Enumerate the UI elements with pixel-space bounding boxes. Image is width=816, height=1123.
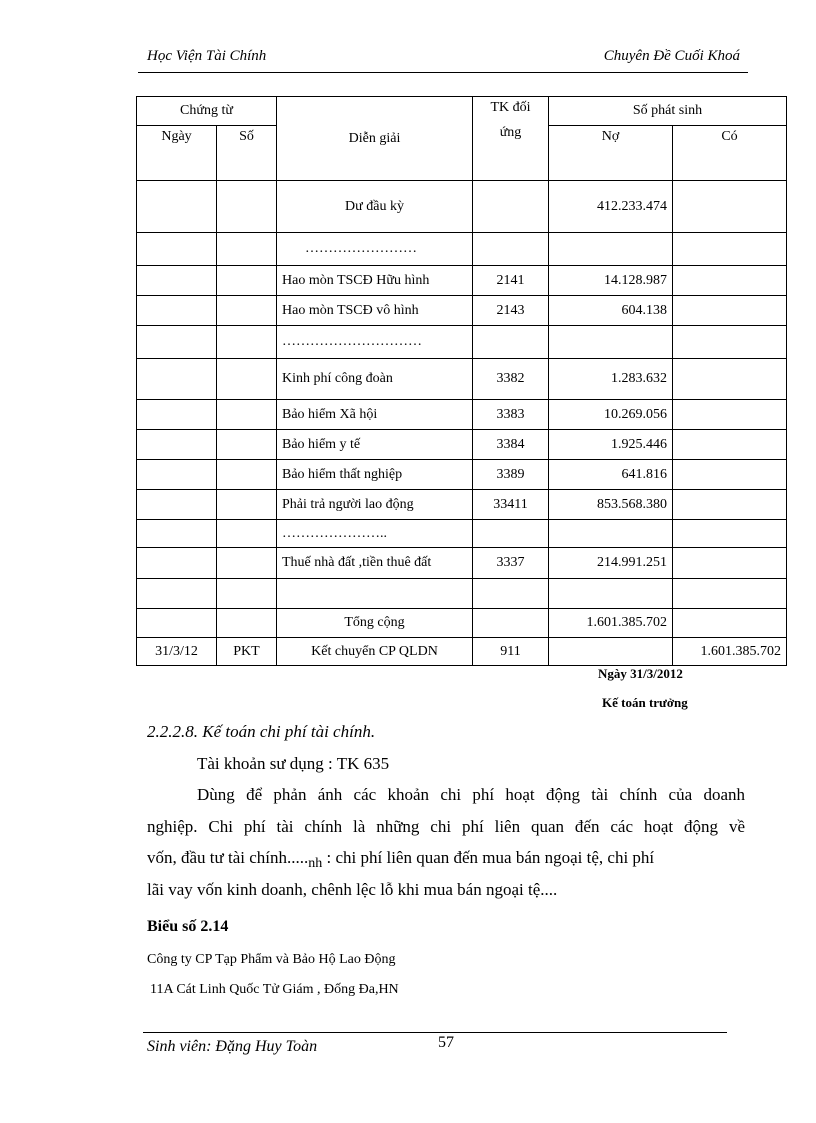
cell-no: 412.233.474 bbox=[549, 181, 673, 233]
header-left: Học Viện Tài Chính bbox=[147, 48, 267, 64]
cell-tk: 2141 bbox=[473, 266, 549, 296]
table-row bbox=[137, 233, 787, 266]
cell-ngay bbox=[137, 400, 217, 430]
header-co: Có bbox=[673, 126, 787, 181]
cell-no: 1.283.632 bbox=[549, 359, 673, 400]
table-row bbox=[137, 490, 787, 520]
cell-ngay bbox=[137, 520, 217, 548]
signature-date: Ngày 31/3/2012 bbox=[598, 666, 683, 681]
cell-co bbox=[673, 460, 787, 490]
header-ngay: Ngày bbox=[137, 126, 217, 181]
cell-so bbox=[217, 233, 277, 266]
cell-no: 14.128.987 bbox=[549, 266, 673, 296]
cell-tk: 2143 bbox=[473, 296, 549, 326]
cell-co bbox=[673, 326, 787, 359]
cell-dien-giai: Bảo hiểm Xã hội bbox=[277, 400, 473, 430]
cell-ngay bbox=[137, 233, 217, 266]
cell-dien-giai: Dư đầu kỳ bbox=[277, 181, 473, 233]
cell-ngay bbox=[137, 181, 217, 233]
cell-dien-giai: …………………… bbox=[277, 233, 473, 266]
cell-no: 214.991.251 bbox=[549, 548, 673, 579]
table-row bbox=[137, 296, 787, 326]
cell-dien-giai bbox=[277, 579, 473, 609]
table-row bbox=[137, 609, 787, 638]
cell-so bbox=[217, 181, 277, 233]
table-row bbox=[137, 266, 787, 296]
cell-dien-giai: Kinh phí công đoàn bbox=[277, 359, 473, 400]
cell-no bbox=[549, 638, 673, 666]
company-address: 11A Cát Linh Quốc Tử Giám , Đống Đa,HN bbox=[150, 982, 399, 997]
header-dien-giai: Diễn giải bbox=[277, 97, 473, 181]
ledger-table bbox=[136, 96, 787, 666]
table-row bbox=[137, 400, 787, 430]
cell-so bbox=[217, 430, 277, 460]
cell-no: 641.816 bbox=[549, 460, 673, 490]
cell-dien-giai: Hao mòn TSCĐ Hữu hình bbox=[277, 266, 473, 296]
cell-co bbox=[673, 520, 787, 548]
table-row bbox=[137, 460, 787, 490]
cell-co bbox=[673, 233, 787, 266]
cell-ngay bbox=[137, 430, 217, 460]
cell-ngay bbox=[137, 609, 217, 638]
cell-no: 10.269.056 bbox=[549, 400, 673, 430]
cell-ngay bbox=[137, 326, 217, 359]
cell-tk bbox=[473, 326, 549, 359]
table-row bbox=[137, 359, 787, 400]
paragraph-line-1: Dùng để phản ánh các khoản chi phí hoạt động tài chính của doanh bbox=[197, 785, 745, 804]
cell-so bbox=[217, 296, 277, 326]
cell-ngay bbox=[137, 579, 217, 609]
table-row bbox=[137, 548, 787, 579]
cell-dien-giai: Phải trả người lao động bbox=[277, 490, 473, 520]
cell-so bbox=[217, 400, 277, 430]
cell-tk: 3337 bbox=[473, 548, 549, 579]
cell-so bbox=[217, 548, 277, 579]
cell-tk: 3384 bbox=[473, 430, 549, 460]
cell-ngay bbox=[137, 266, 217, 296]
header-chung-tu: Chứng từ bbox=[137, 97, 277, 126]
cell-ngay bbox=[137, 460, 217, 490]
footer-divider bbox=[143, 1032, 727, 1033]
cell-tk: 33411 bbox=[473, 490, 549, 520]
cell-so bbox=[217, 266, 277, 296]
cell-co bbox=[673, 490, 787, 520]
table-row bbox=[137, 181, 787, 233]
account-used: Tài khoản sư dụng : TK 635 bbox=[197, 754, 390, 773]
cell-so bbox=[217, 460, 277, 490]
section-heading: 2.2.2.8. Kế toán chi phí tài chính. bbox=[147, 722, 376, 741]
cell-co bbox=[673, 266, 787, 296]
cell-so bbox=[217, 520, 277, 548]
paragraph-line-3a: vốn, đầu tư tài chính..... bbox=[147, 848, 309, 867]
cell-no: 1.601.385.702 bbox=[549, 609, 673, 638]
cell-no bbox=[549, 579, 673, 609]
table-row bbox=[137, 520, 787, 548]
cell-no bbox=[549, 520, 673, 548]
header-no: Nợ bbox=[549, 126, 673, 181]
header-divider bbox=[138, 72, 748, 73]
paragraph-line-2: nghiệp. Chi phí tài chính là những chi phí liên quan đến các hoạt động về bbox=[147, 817, 745, 836]
cell-tk bbox=[473, 181, 549, 233]
cell-so bbox=[217, 326, 277, 359]
header-tk-line1: TK đối bbox=[490, 100, 531, 115]
cell-no bbox=[549, 326, 673, 359]
cell-dien-giai: Bảo hiểm y tế bbox=[277, 430, 473, 460]
cell-co bbox=[673, 548, 787, 579]
cell-tk bbox=[473, 520, 549, 548]
cell-dien-giai: Thuế nhà đất ,tiền thuê đất bbox=[277, 548, 473, 579]
cell-co: 1.601.385.702 bbox=[673, 638, 787, 666]
paragraph-line-3 bbox=[147, 848, 745, 871]
cell-ngay bbox=[137, 296, 217, 326]
cell-no bbox=[549, 233, 673, 266]
cell-no: 853.568.380 bbox=[549, 490, 673, 520]
cell-so: PKT bbox=[217, 638, 277, 666]
table-row bbox=[137, 579, 787, 609]
paragraph-line-4: lãi vay vốn kinh doanh, chênh lệc lỗ khi mua bán ngoại tệ.... bbox=[147, 880, 558, 899]
bieu-title: Biểu số 2.14 bbox=[147, 918, 229, 935]
cell-tk bbox=[473, 233, 549, 266]
table-row bbox=[137, 430, 787, 460]
cell-co bbox=[673, 579, 787, 609]
cell-ngay: 31/3/12 bbox=[137, 638, 217, 666]
cell-dien-giai: Hao mòn TSCĐ vô hình bbox=[277, 296, 473, 326]
paragraph-line-3-sub: nh bbox=[308, 856, 323, 871]
cell-co bbox=[673, 400, 787, 430]
company-name: Công ty CP Tạp Phẩm và Bảo Hộ Lao Động bbox=[147, 952, 396, 967]
cell-co bbox=[673, 609, 787, 638]
table-row bbox=[137, 326, 787, 359]
cell-tk: 3383 bbox=[473, 400, 549, 430]
header-right: Chuyên Đề Cuối Khoá bbox=[603, 48, 740, 64]
cell-co bbox=[673, 430, 787, 460]
cell-ngay bbox=[137, 548, 217, 579]
cell-co bbox=[673, 359, 787, 400]
header-so: Số bbox=[217, 126, 277, 181]
cell-co bbox=[673, 181, 787, 233]
cell-so bbox=[217, 609, 277, 638]
cell-tk: 3382 bbox=[473, 359, 549, 400]
cell-ngay bbox=[137, 490, 217, 520]
cell-so bbox=[217, 490, 277, 520]
cell-dien-giai: Kết chuyển CP QLDN bbox=[277, 638, 473, 666]
cell-ngay bbox=[137, 359, 217, 400]
cell-tk: 3389 bbox=[473, 460, 549, 490]
cell-no: 1.925.446 bbox=[549, 430, 673, 460]
cell-dien-giai: ………………………… bbox=[277, 326, 473, 359]
cell-dien-giai: Bảo hiểm thất nghiệp bbox=[277, 460, 473, 490]
header-tk-line2: ứng bbox=[499, 125, 522, 140]
cell-tk: 911 bbox=[473, 638, 549, 666]
page-number: 57 bbox=[438, 1034, 454, 1051]
cell-no: 604.138 bbox=[549, 296, 673, 326]
cell-so bbox=[217, 359, 277, 400]
cell-tk bbox=[473, 579, 549, 609]
header-so-phat-sinh: Số phát sinh bbox=[549, 97, 787, 126]
cell-tk bbox=[473, 609, 549, 638]
signature-title: Kế toán trưởng bbox=[602, 695, 688, 710]
header-tk-doi-ung bbox=[473, 97, 549, 181]
table-row bbox=[137, 638, 787, 666]
cell-co bbox=[673, 296, 787, 326]
paragraph-line-3b: : chi phí liên quan đến mua bán ngoại tệ, chi phí bbox=[322, 848, 655, 867]
cell-dien-giai: Tổng cộng bbox=[277, 609, 473, 638]
cell-dien-giai: ………………….. bbox=[277, 520, 473, 548]
footer-student: Sinh viên: Đặng Huy Toàn bbox=[147, 1038, 318, 1055]
cell-so bbox=[217, 579, 277, 609]
